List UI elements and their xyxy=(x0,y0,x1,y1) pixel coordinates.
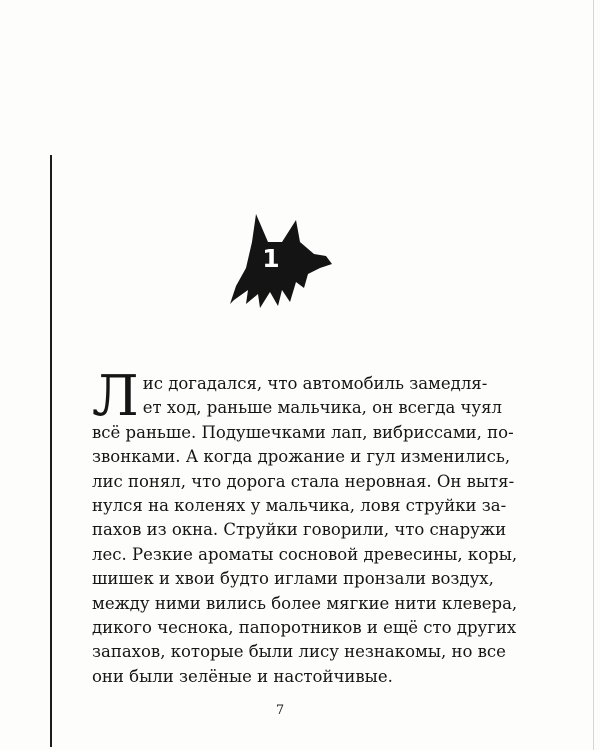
text-line: лис понял, что дорога стала неровная. Он вытя- xyxy=(92,471,515,491)
text-line: пахов из окна. Струйки говорили, что снаружи xyxy=(92,520,507,540)
text-line: ис догадался, что автомобиль замедля- xyxy=(142,374,488,393)
text-line: шишек и хвои будто иглами пронзали воздух, xyxy=(92,569,494,589)
page-number: 7 xyxy=(275,703,285,718)
text-line: запахов, которые были лису незнакомы, но все xyxy=(92,642,506,662)
page-right-edge xyxy=(593,0,594,750)
text-line: лес. Резкие ароматы сосновой древесины, коры, xyxy=(92,544,518,564)
text-line: звонками. А когда дрожание и гул изменились, xyxy=(92,447,511,467)
text-line: всё раньше. Подушечками лап, вибриссами, по- xyxy=(92,422,514,442)
text-line: дикого чеснока, папоротников и ещё сто других xyxy=(92,618,517,638)
text-line: они были зелёные и настойчивые. xyxy=(92,666,393,686)
drop-cap: Л xyxy=(92,364,139,429)
chapter-number: 1 xyxy=(262,244,280,273)
text-line: ет ход, раньше мальчика, он всегда чуял xyxy=(142,398,503,418)
text-line: между ними вились более мягкие нити клевера, xyxy=(92,593,518,613)
page-binding-edge xyxy=(50,155,52,747)
text-line: нулся на коленях у мальчика, ловя струйки за- xyxy=(92,496,507,516)
chapter-text xyxy=(92,364,518,689)
